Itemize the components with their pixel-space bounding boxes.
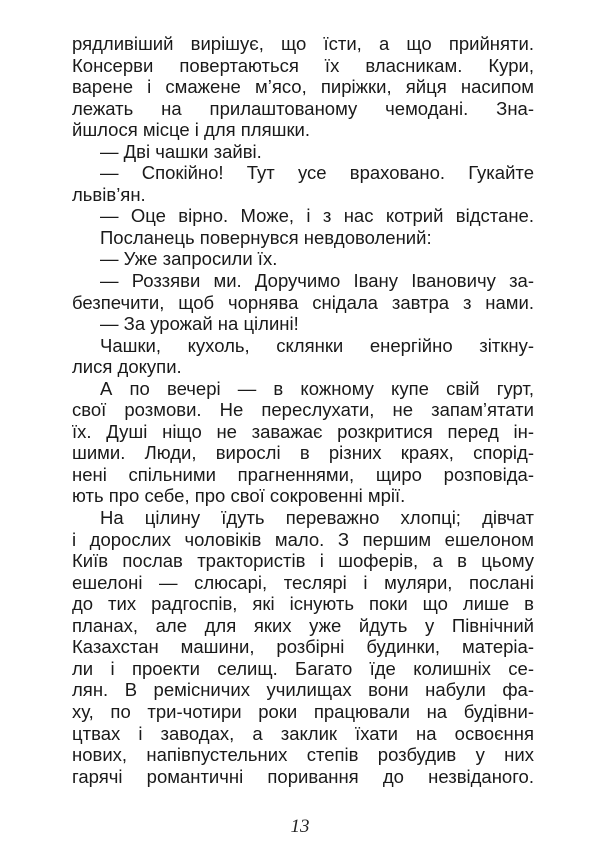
page-number: 13 <box>290 816 310 837</box>
text-line: Київ послав трактористів і шоферів, а в цьому <box>72 550 534 572</box>
text-line: ешелоні — слюсарі, теслярі і муляри, послані <box>72 571 534 593</box>
text-line: На цілину їдуть переважно хлопці; дівчат <box>100 507 534 529</box>
text-line: йшлося місце і для пляшки. <box>72 119 311 141</box>
text-line: шими. Люди, вирослі в різних краях, спорід- <box>72 442 534 464</box>
text-line: свої розмови. Не переслухати, не запам’ятати <box>72 399 534 421</box>
text-line: нені спільними прагненнями, щиро розповіда- <box>72 463 534 485</box>
text-line: львів’ян. <box>72 183 146 205</box>
text-line: нових, напівпустельних степів розбудив у них <box>72 744 534 766</box>
text-line: Чашки, кухоль, склянки енергійно зіткну- <box>100 334 534 356</box>
text-line: — Дві чашки зайві. <box>100 140 262 162</box>
text-line: ють про себе, про свої сокровенні мрії. <box>72 485 406 507</box>
text-line: цтвах і заводах, а заклик їхати на освоєння <box>72 722 534 744</box>
text-line: А по вечері — в кожному купе свій гурт, <box>100 377 534 399</box>
text-line: — Оце вірно. Може, і з нас котрий відстане. <box>100 205 534 227</box>
text-line: гарячі романтичні поривання до незвіданого. <box>72 765 534 787</box>
text-line: Посланець повернувся невдоволений: <box>100 226 432 248</box>
text-line: ху, по три-чотири роки працювали на будівни- <box>72 700 534 722</box>
text-line: рядливіший вирішує, що їсти, а що прийняти. <box>72 33 534 54</box>
text-line: — За урожай на цілині! <box>100 313 299 335</box>
text-line: і дорослих чоловіків мало. З першим ешелоном <box>72 528 534 550</box>
text-line: їх. Душі ніщо не заважає розкритися перед ін- <box>72 420 534 442</box>
text-line: лежать на прилаштованому чемодані. Зна- <box>72 97 534 119</box>
text-line: безпечити, щоб чорнява снідала завтра з нами. <box>72 291 534 313</box>
page-text <box>72 33 534 787</box>
text-line: варене і смажене м’ясо, пиріжки, яйця насипом <box>72 76 534 98</box>
text-line: Консерви повертаються їх власникам. Кури, <box>72 54 534 76</box>
text-line: планах, але для яких уже йдуть у Північний <box>72 614 534 636</box>
text-line: — Спокійно! Тут усе враховано. Гукайте <box>100 162 534 184</box>
text-line: — Уже запросили їх. <box>100 248 278 270</box>
text-line: лян. В ремісничих училищах вони набули фа- <box>72 679 534 701</box>
text-line: лися докупи. <box>72 356 182 378</box>
text-line: Казахстан машини, розбірні будинки, матеріа- <box>72 636 534 658</box>
text-line: до тих радгоспів, які існують поки що лише в <box>72 593 534 615</box>
text-line: ли і проекти селищ. Багато їде колишніх се- <box>72 657 534 679</box>
text-line: — Роззяви ми. Доручимо Івану Івановичу за- <box>100 270 534 292</box>
